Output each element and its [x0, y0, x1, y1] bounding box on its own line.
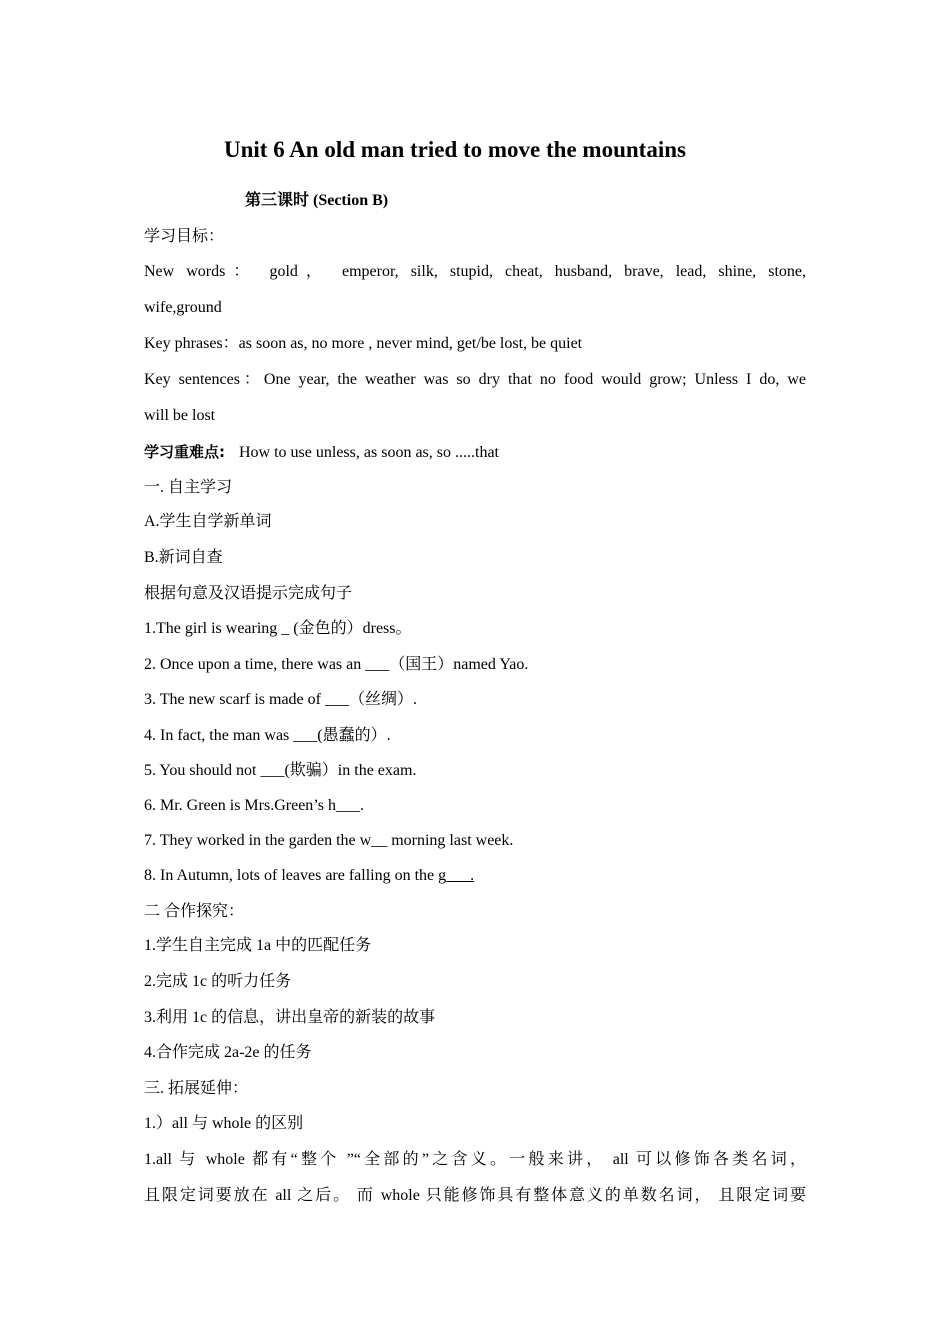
section1-item: A.学生自学新单词	[144, 513, 272, 530]
exercise-item: 1.The girl is wearing _ (金色的）dress。	[144, 620, 412, 637]
exercise-item: 6. Mr. Green is Mrs.Green’s h___.	[144, 797, 364, 814]
exercise-blank: g___.	[438, 867, 475, 884]
section1-heading: 一. 自主学习	[144, 479, 233, 496]
new-words-line: wife,ground	[144, 299, 222, 316]
section3-paragraph-line: 且限定词要放在 all 之后。 而 whole 只能修饰具有整体意义的单数名词， 且限定词要	[144, 1187, 806, 1204]
exercise-item: 3. The new scarf is made of ___（丝绸）.	[144, 691, 417, 708]
section3-paragraph-line: 1.all 与 whole 都有“整个 ”“全部的”之含义。一般来讲， all 可以修饰各类名词，	[144, 1151, 806, 1168]
exercise-text: 8. In Autumn, lots of leaves are falling on the	[144, 867, 439, 884]
section1-item: B.新词自查	[144, 549, 223, 566]
section2-item: 1.学生自主完成 1a 中的匹配任务	[144, 937, 372, 954]
page-title: Unit 6 An old man tried to move the mountains	[224, 137, 686, 162]
new-words-line: New words： gold， emperor, silk, stupid, cheat, husband, brave, lead, shine, stone,	[144, 263, 806, 280]
exercise-item: 7. They worked in the garden the w__ morning last week.	[144, 832, 514, 849]
key-sentences-line: will be lost	[144, 407, 216, 424]
section3-subheading: 1.）all 与 whole 的区别	[144, 1115, 304, 1132]
exercise-instruction: 根据句意及汉语提示完成句子	[144, 585, 353, 602]
key-phrases: Key phrases：as soon as, no more , never mind, get/be lost, be quiet	[144, 335, 583, 352]
section2-item: 4.合作完成 2a-2e 的任务	[144, 1044, 312, 1061]
exercise-item: 5. You should not ___(欺骗）in the exam.	[144, 762, 417, 779]
difficulty-text: How to use unless, as soon as, so .....that	[239, 444, 499, 461]
section3-heading: 三. 拓展延伸：	[144, 1080, 249, 1097]
exercise-item	[144, 864, 806, 888]
difficulty-line	[144, 440, 806, 465]
section2-item: 2.完成 1c 的听力任务	[144, 973, 292, 990]
key-sentences-line: Key sentences：One year, the weather was so dry that no food would grow; Unless I do, we	[144, 371, 807, 388]
objectives-heading: 学习目标：	[144, 228, 225, 245]
exercise-item: 4. In fact, the man was ___(愚蠢的）.	[144, 727, 391, 744]
section2-item: 3.利用 1c 的信息，讲出皇帝的新装的故事	[144, 1009, 436, 1026]
exercise-item: 2. Once upon a time, there was an ___（国王）named Yao.	[144, 656, 529, 673]
difficulty-label: 学习重难点:	[144, 443, 225, 461]
section2-heading: 二 合作探究：	[144, 903, 245, 920]
lesson-subtitle: 第三课时 (Section B)	[245, 192, 389, 209]
